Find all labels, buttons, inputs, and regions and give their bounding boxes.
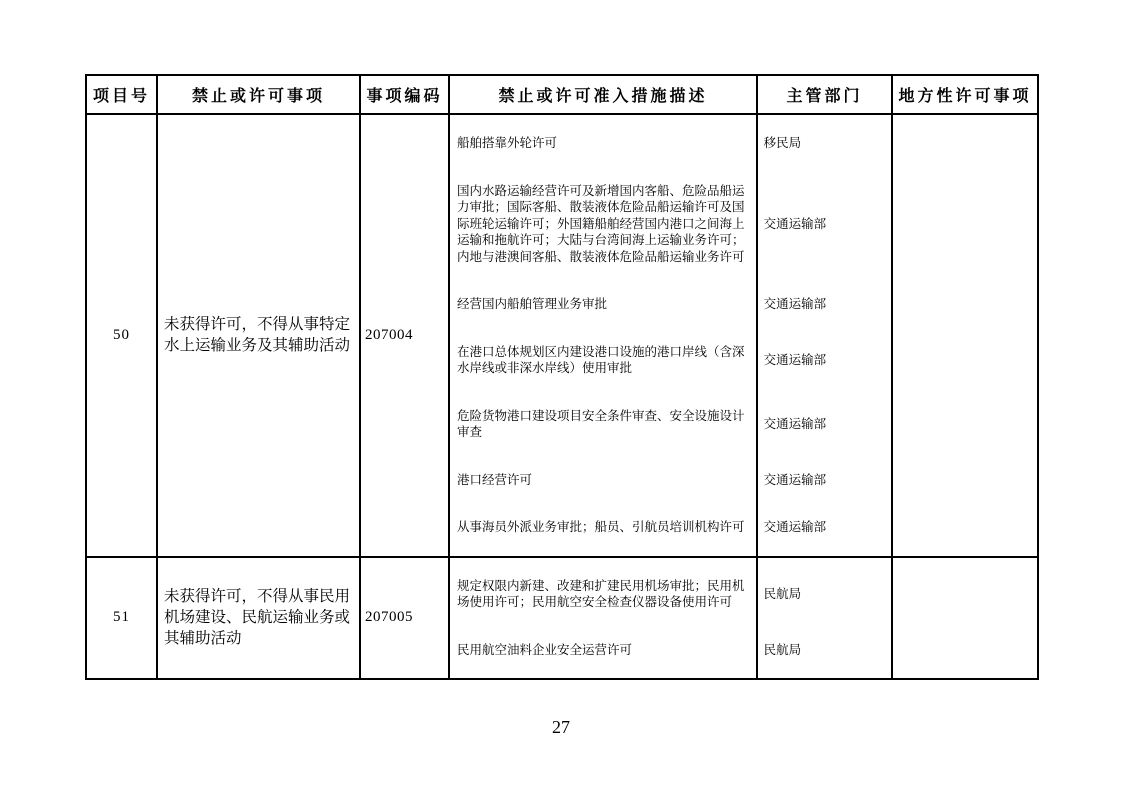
measure-row <box>450 296 891 313</box>
measures-list <box>450 115 891 556</box>
competent-department: 民航局 <box>763 642 802 657</box>
item-code-cell: 207004 <box>361 115 450 556</box>
header-measure-description: 禁止或许可准入措施描述 <box>450 76 758 113</box>
market-access-negative-list-table <box>85 74 1039 680</box>
measure-description: 民用航空油料企业安全运营许可 <box>457 642 633 657</box>
measure-description: 在港口总体规划区内建设港口设施的港口岸线（含深水岸线或非深水岸线）使用审批 <box>457 344 745 375</box>
measure-row <box>450 183 891 266</box>
measure-row <box>450 135 891 152</box>
measure-description: 船舶搭靠外轮许可 <box>457 136 558 150</box>
measures-list <box>450 558 891 679</box>
measure-description: 港口经营许可 <box>457 472 533 487</box>
measure-description: 规定权限内新建、改建和扩建民用机场审批；民用机场使用许可；民用航空安全检查仪器设备使用许可 <box>457 578 745 609</box>
competent-department: 交通运输部 <box>763 416 827 431</box>
competent-department: 交通运输部 <box>763 352 827 367</box>
local-licensing-cell <box>893 115 1037 556</box>
table-header-row <box>87 76 1037 115</box>
measure-description: 经营国内船舶管理业务审批 <box>457 297 608 311</box>
table-body <box>87 115 1037 678</box>
competent-department: 交通运输部 <box>763 520 827 534</box>
item-number-cell: 50 <box>87 115 158 556</box>
measure-row <box>450 578 891 611</box>
measure-description: 危险货物港口建设项目安全条件审查、安全设施设计审查 <box>457 408 745 439</box>
prohibited-item-cell: 未获得许可，不得从事特定水上运输业务及其辅助活动 <box>158 115 361 556</box>
measures-and-departments-cell <box>450 558 893 679</box>
header-item-number: 项目号 <box>87 76 158 113</box>
prohibited-item-cell: 未获得许可，不得从事民用机场建设、民航运输业务或其辅助活动 <box>158 558 361 679</box>
measures-and-departments-cell <box>450 115 893 556</box>
measure-row <box>450 642 891 659</box>
header-item-code: 事项编码 <box>361 76 450 113</box>
table-row <box>87 115 1037 556</box>
competent-department: 交通运输部 <box>763 472 827 487</box>
competent-department: 交通运输部 <box>763 216 827 231</box>
table-row <box>87 556 1037 679</box>
measure-description: 从事海员外派业务审批；船员、引航员培训机构许可 <box>457 520 745 534</box>
measure-row <box>450 472 891 489</box>
measure-description: 国内水路运输经营许可及新增国内客船、危险品船运力审批；国际客船、散装液体危险品船运输许可及国际班轮运输许可；外国籍船舶经营国内港口之间海上运输和拖航许可；大陆与台湾间海上运输业务许可；内地与港澳间客船、散装液体危险品船运输业务许可 <box>457 183 745 264</box>
competent-department: 移民局 <box>763 136 802 150</box>
measure-row <box>450 519 891 536</box>
competent-department: 交通运输部 <box>763 297 827 311</box>
measure-row <box>450 408 891 441</box>
header-local-licensing: 地方性许可事项 <box>898 88 1032 105</box>
competent-department: 民航局 <box>763 586 802 601</box>
header-prohibited-or-licensed-item: 禁止或许可事项 <box>158 76 361 113</box>
page-number: 27 <box>552 717 570 737</box>
header-competent-department: 主管部门 <box>758 76 893 113</box>
measure-row <box>450 344 891 377</box>
item-code-cell: 207005 <box>361 558 450 679</box>
item-number-cell: 51 <box>87 558 158 679</box>
local-licensing-cell <box>893 558 1037 679</box>
